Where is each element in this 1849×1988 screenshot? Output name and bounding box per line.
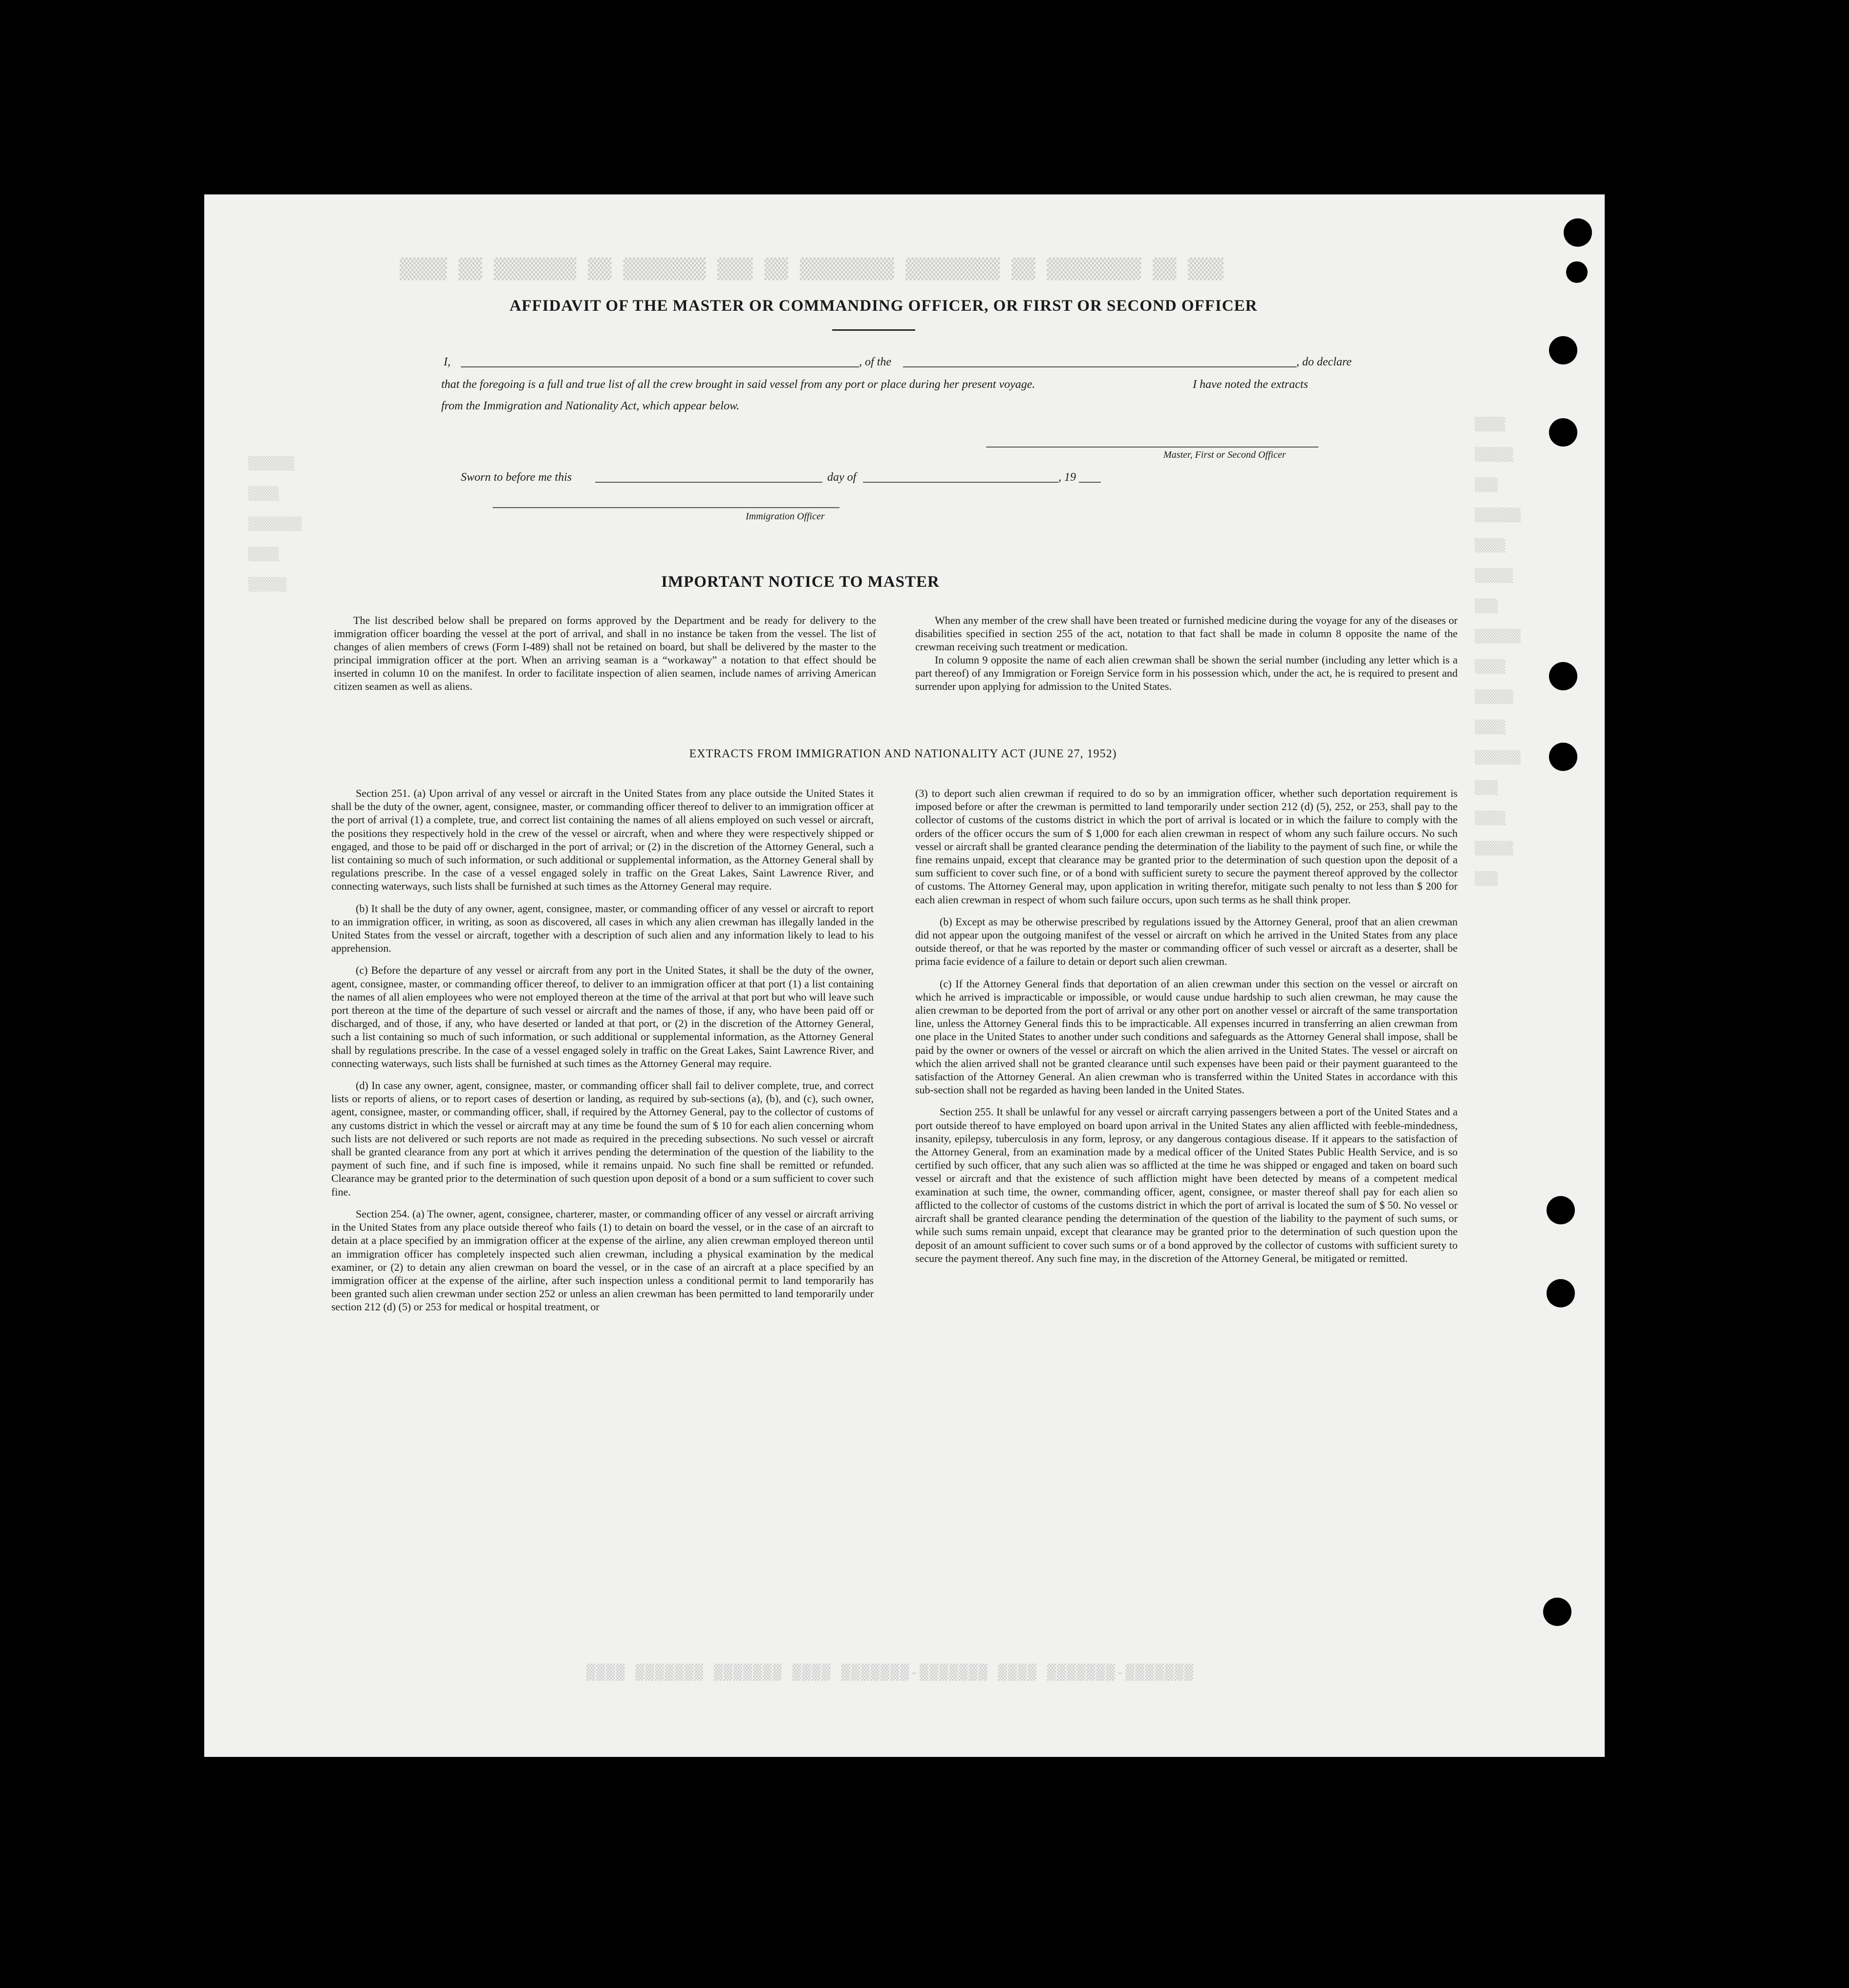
declaration-line-2: that the foregoing is a full and true list of all the crew brought in said vessel from any port or place during her present voyage. <box>441 378 1035 391</box>
punch-hole <box>1547 1279 1575 1307</box>
extracts-title: EXTRACTS FROM IMMIGRATION AND NATIONALITY ACT (JUNE 27, 1952) <box>689 748 1117 760</box>
declaration-declare-label: , do declare <box>1296 356 1352 368</box>
punch-hole <box>1549 743 1577 771</box>
bleed-through-header: ▒▒▒ ▒▒ ▒▒▒▒▒▒▒▒ ▒▒ ▒▒▒▒▒▒▒▒ ▒▒▒▒▒▒▒▒ ▒▒ ▒▒▒ ▒▒▒▒▒▒▒ ▒▒ ▒▒▒▒▒▒▒ ▒▒ ▒▒▒▒ <box>400 258 1224 280</box>
punch-hole <box>1566 261 1588 283</box>
punch-hole <box>1547 1196 1575 1224</box>
punch-hole <box>1564 218 1592 247</box>
day-of-label: day of <box>827 471 857 484</box>
punch-hole <box>1549 418 1577 447</box>
notice-title: IMPORTANT NOTICE TO MASTER <box>661 573 940 591</box>
bleed-through-footer: ▒▒▒▒▒▒▒-▒▒▒▒▒▒▒ ▒▒▒▒ ▒▒▒▒▒▒▒-▒▒▒▒▒▒▒ ▒▒▒▒ ▒▒▒▒▒▒▒ ▒▒▒▒▒▒▒ ▒▒▒▒ <box>585 1664 1193 1681</box>
section-255: Section 255. It shall be unlawful for any vessel or aircraft carrying passengers between a port of the United States and a port outside thereof to have employed on board upon arrival in the United States any alien afflicted with feeble-mindedness, insanity, epilepsy, tuberculosis in any form, leprosy, or any dangerous contagious disease. If it appears to the satisfaction of the Attorney General, from an examination made by a medical officer of the United States Public Health Service, and is so certified by such officer, that any such alien was so afflicted at the time he was shipped or engaged and taken on board such vessel or aircraft and that the existence of such affliction might have been detected by means of a competent medical examination at such time, the owner, commanding officer, agent, consignee, or master thereof shall pay for each alien so afflicted to the collector of customs of the customs district in which the port of arrival is located the sum of $ 50. No vessel or aircraft shall be granted clearance pending the determination of the question of the liability to the payment of such sums, or while such sums remain unpaid, except that clearance may be granted prior to the determination of such question upon the deposit of an amount sufficient to cover such sums or of a bond approved by the collector of customs with sufficient surety to secure the payment thereof. Any such fine may, in the discretion of the Attorney General, be mitigated or remitted. <box>915 1106 1458 1264</box>
master-signature-label: Master, First or Second Officer <box>1163 449 1286 460</box>
declaration-of-the-label: , of the <box>859 356 891 368</box>
notice-right-paragraph-1: When any member of the crew shall have been treated or furnished medicine during the voyage for any of the diseases or disabilities specified in section 255 of the act, notation to that fact shall be made in column 8 opposite the name of the crewman receiving such treatment or medication. <box>915 614 1458 653</box>
punch-hole <box>1543 1598 1571 1626</box>
extracts-left-column <box>331 787 874 1323</box>
declaration-noted: I have noted the extracts <box>1193 378 1308 391</box>
notice-left-paragraph: The list described below shall be prepared on forms approved by the Department and be ready for delivery to the immigration officer boarding the vessel at the port of arrival, and shall in no instance be taken from the vessel. The list of changes of alien members of crews (Form I-489) shall not be retained on board, but shall be delivered by the master to the principal immigration officer at the port. When an arriving seaman is a “workaway” a notation to that effect should be inserted in column 10 on the manifest. In order to facilitate inspection of alien seamen, include names of arriving American citizen seamen as well as aliens. <box>334 614 876 692</box>
section-251d: (d) In case any owner, agent, consignee, master, or commanding officer shall fail to deliver complete, true, and correct lists or reports of aliens, or to report cases of desertion or landing, as required by sub-sections (a), (b), and (c), such owner, agent, consignee, master, or commanding officer, shall, if required by the Attorney General, pay to the collector of customs of any customs district in which the vessel or aircraft may at any time be found the sum of $ 10 for each alien concerning whom such lists are not delivered or such reports are not made as required in the preceding subsections. No such vessel or aircraft shall be granted clearance from any port at which it arrives pending the determination of the question of the liability to the payment of such fine, and if such fine is imposed, while it remains unpaid. No such fine shall be remitted or refunded. Clearance may be granted prior to the determination of such question upon deposit of a bond or a sum sufficient to cover such fine. <box>331 1079 874 1198</box>
section-251b: (b) It shall be the duty of any owner, agent, consignee, master, or commanding officer of any vessel or aircraft to report to an immigration officer, in writing, as soon as discovered, all cases in which any alien crewman has illegally landed in the United States from the vessel or aircraft, together with a description of such alien and any information likely to lead to his apprehension. <box>331 902 874 955</box>
section-254a-continued: (3) to deport such alien crewman if required to do so by an immigration officer, whether such deportation requirement is imposed before or after the crewman is permitted to land temporarily under section 212 (d) (5), 252, or 253, shall pay to the collector of customs of the customs district in which the port of arrival is located or in which the failure to comply with the orders of the officer occurs the sum of $ 1,000 for each alien crewman in respect of whom any such failure occurs. No such vessel or aircraft shall be granted clearance pending the determination of the liability to the payment of such fine, or while the fine remains unpaid, except that clearance may be granted prior to the determination of such question upon the deposit of a sum sufficient to cover such fine, or of a bond with sufficient surety to secure the payment thereof approved by the collector of customs. The Attorney General may, upon application in writing therefor, mitigate such penalty to not less than $ 200 for each alien crewman in respect of whom such failure occurs, upon such terms as he shall think proper. <box>915 787 1458 906</box>
year-label: , 19 <box>1058 471 1076 484</box>
sworn-year-field[interactable] <box>1079 482 1101 483</box>
declarant-name-field[interactable] <box>461 366 859 367</box>
officer-signature-line[interactable] <box>493 507 839 508</box>
notice-right-column <box>915 614 1458 693</box>
title-underline <box>832 329 915 331</box>
section-251c: (c) Before the departure of any vessel or aircraft from any port in the United States, it shall be the duty of the owner, agent, consignee, master, or commanding officer thereof, to deliver to an immigration officer at that port (1) a list containing the names of all alien employees who were not employed thereon at the time of the arrival at that port but who will leave such port thereon at the time of the departure of such vessel or aircraft and the names of those, if any, who have been paid off or discharged, and of those, if any, who have deserted or landed at that port, or (2) in the discretion of the Attorney General, such a list containing so much of such information, or such additional or supplemental information, as the Attorney General shall by regulations prescribe. In the case of a vessel engaged solely in traffic on the Great Lakes, Saint Lawrence River, and connecting waterways, such lists shall be furnished at such times as the Attorney General may require. <box>331 964 874 1069</box>
vessel-name-field[interactable] <box>903 366 1296 367</box>
punch-hole <box>1549 662 1577 690</box>
sworn-day-field[interactable] <box>595 482 822 483</box>
section-254b: (b) Except as may be otherwise prescribed by regulations issued by the Attorney General, proof that an alien crewman did not appear upon the outgoing manifest of the vessel or aircraft on which he arrived in the United States from any place outside thereof, or that he was reported by the master or commanding officer of such vessel or aircraft as a deserter, shall be prima facie evidence of a failure to detain or deport such alien crewman. <box>915 915 1458 968</box>
notice-right-paragraph-2: In column 9 opposite the name of each alien crewman shall be shown the serial number (including any letter which is a part thereof) of any Immigration or Foreign Service form in his possession which, under the act, he is required to present and surrender upon applying for admission to the United States. <box>915 654 1458 692</box>
affidavit-title: AFFIDAVIT OF THE MASTER OR COMMANDING OFFICER, OR FIRST OR SECOND OFFICER <box>509 297 1258 315</box>
section-251a: Section 251. (a) Upon arrival of any vessel or aircraft in the United States from any place outside the United States it shall be the duty of the owner, agent, consignee, master, or commanding officer thereof to deliver to an immigration officer at the port of arrival (1) a complete, true, and correct list containing the names of all aliens employed on such vessel or aircraft, the positions they respectively hold in the crew of the vessel or aircraft, when and where they were respectively shipped or engaged, and those to be paid off or discharged in the port of arrival; or (2) in the discretion of the Attorney General, such a list containing so much of such information, or such additional or supplemental information, as the Attorney General shall by regulations prescribe. In the case of a vessel engaged solely in traffic on the Great Lakes, Saint Lawrence River, and connecting waterways, such lists shall be furnished at such times as the Attorney General may require. <box>331 787 874 893</box>
sworn-month-field[interactable] <box>863 482 1058 483</box>
document-page <box>204 194 1605 1757</box>
bleed-through-left-column: ▒▒▒▒▒▒ ▒▒▒▒ ▒▒▒▒▒▒▒ ▒▒▒▒ ▒▒▒▒▒ <box>248 456 302 592</box>
sworn-label: Sworn to before me this <box>461 471 572 484</box>
notice-left-column <box>334 614 876 693</box>
officer-signature-label: Immigration Officer <box>746 511 825 522</box>
section-254c: (c) If the Attorney General finds that deportation of an alien crewman under this section on the vessel or aircraft on which he arrived is impracticable or impossible, or would cause undue hardship to such alien crewman, he may cause the alien crewman to be deported from the port of arrival or any other port on another vessel or aircraft of the same transportation line, unless the Attorney General finds this to be impracticable. All expenses incurred in transferring an alien crewman from one place in the United States to another under such conditions and safeguards as the Attorney General shall impose, shall be paid by the owner or owners of the vessel or aircraft on which the alien arrived in the United States. The vessel or aircraft on which the alien arrived shall not be granted clearance until such expenses have been paid or their payment guaranteed to the satisfaction of the Attorney General. An alien crewman who is transferred within the United States in accordance with this sub-section shall not be regarded as having been landed in the United States. <box>915 977 1458 1096</box>
extracts-right-column <box>915 787 1458 1274</box>
bleed-through-right-column: ▒▒▒▒ ▒▒▒▒▒ ▒▒▒ ▒▒▒▒▒▒ ▒▒▒▒ ▒▒▒▒▒ ▒▒▒ ▒▒▒▒▒▒ ▒▒▒▒ ▒▒▒▒▒ ▒▒▒▒ ▒▒▒▒▒▒ ▒▒▒ ▒▒▒▒ ▒▒▒▒▒ ▒▒▒ <box>1475 417 1521 886</box>
master-signature-line[interactable] <box>986 447 1318 448</box>
punch-hole <box>1549 336 1577 364</box>
section-254a: Section 254. (a) The owner, agent, consignee, charterer, master, or commanding officer of any vessel or aircraft arriving in the United States from any place outside thereof who fails (1) to detain on board the vessel, or in the case of an aircraft to detain at a place specified by an immigration officer at the expense of the airline, any alien crewman employed thereon until an immigration officer has completely inspected such alien crewman, including a physical examination by the medical examiner, or (2) to detain any alien crewman on board the vessel, or in the case of an aircraft at a place specified by an immigration officer at the expense of the airline, after such inspection unless a conditional permit to land temporarily has been granted such alien crewman under section 252 or unless an alien crewman has been permitted to land temporarily under section 212 (d) (5) or 253 for medical or hospital treatment, or <box>331 1207 874 1313</box>
declaration-line-3: from the Immigration and Nationality Act, which appear below. <box>441 400 740 412</box>
declaration-i-label: I, <box>444 356 451 368</box>
